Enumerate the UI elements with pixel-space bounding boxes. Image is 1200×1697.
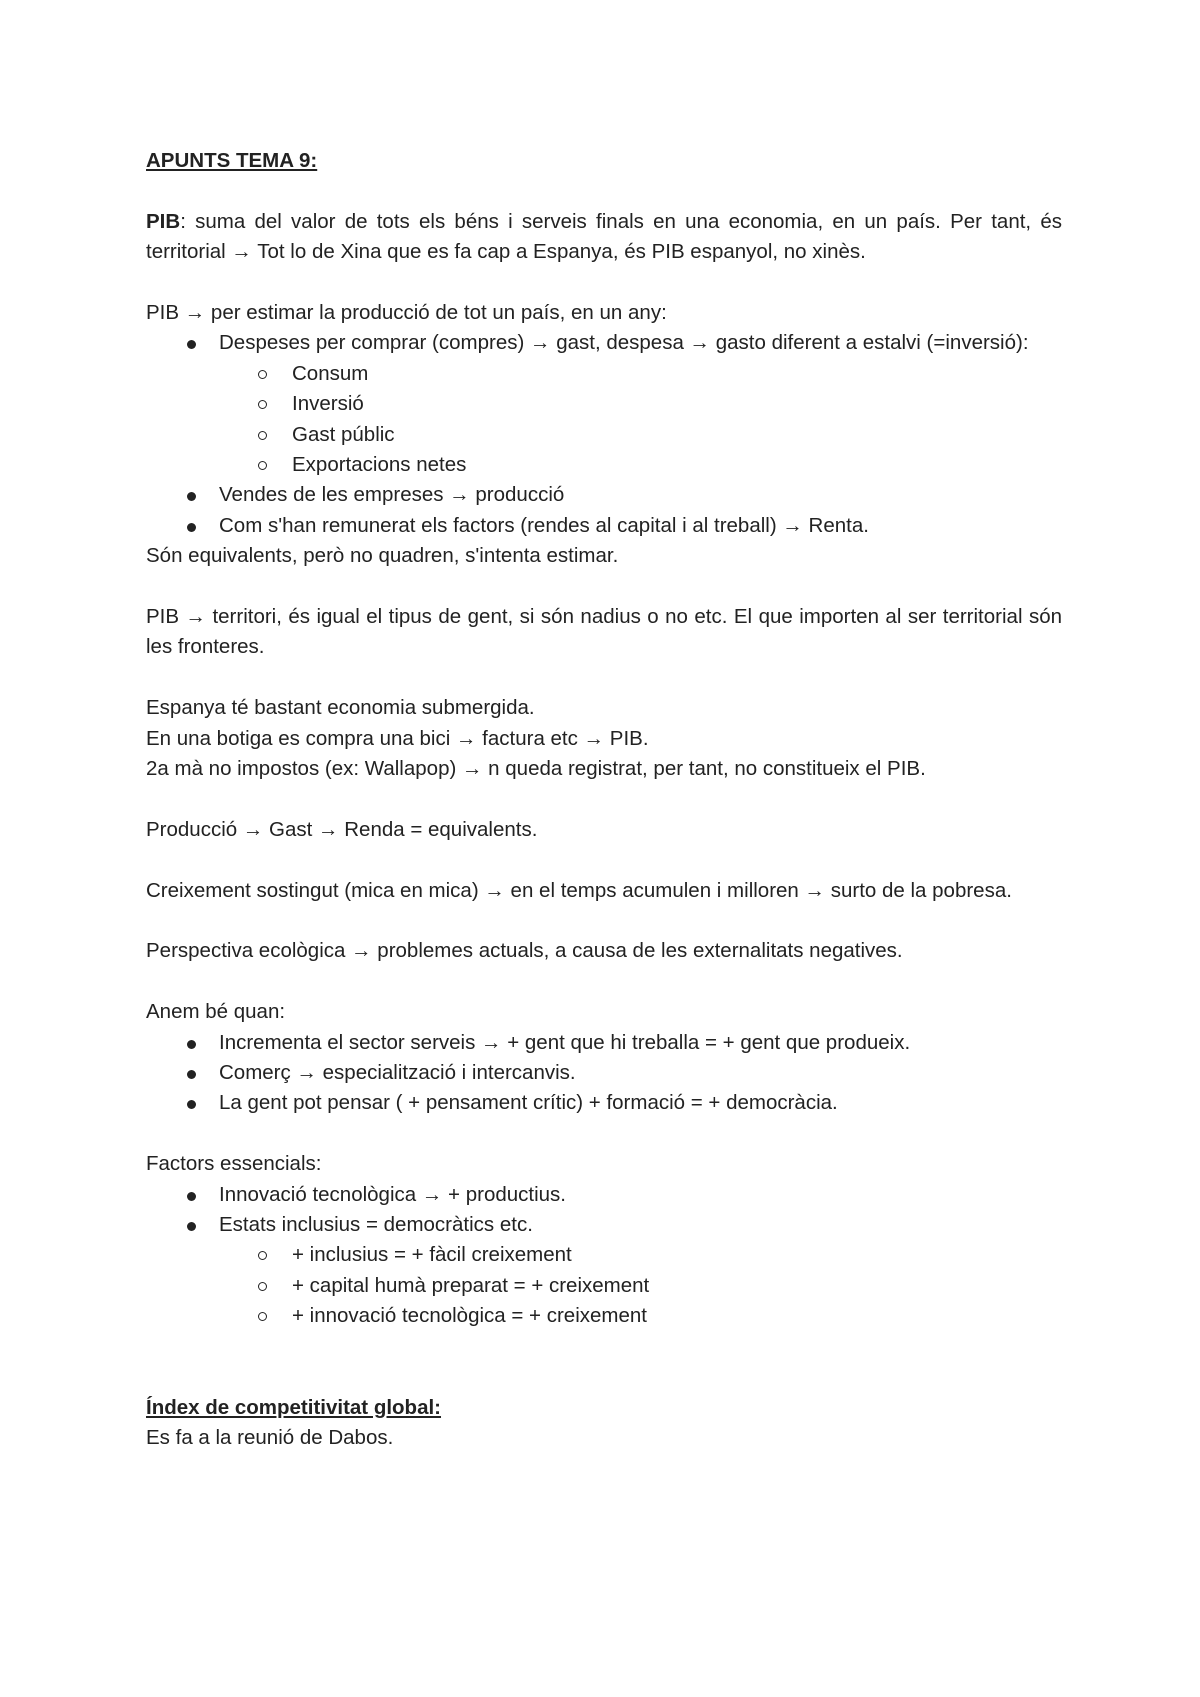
bullet-icon bbox=[187, 1070, 196, 1079]
submerged-line: Espanya té bastant economia submergida. bbox=[146, 696, 535, 720]
list-item bbox=[219, 389, 1062, 419]
list-item-text: + inclusius = + fàcil creixement bbox=[292, 1243, 572, 1267]
list-item-text: Consum bbox=[292, 361, 369, 385]
list-item bbox=[146, 511, 1062, 541]
bullet-icon bbox=[187, 340, 196, 349]
ecology-line: Perspectiva ecològica → problemes actuals, a causa de les externalitats negatives. bbox=[146, 939, 903, 963]
list-item bbox=[219, 420, 1062, 450]
bullet-icon bbox=[187, 1222, 196, 1231]
list-item-text: Vendes de les empreses → producció bbox=[219, 483, 565, 507]
circle-bullet-icon bbox=[258, 461, 267, 470]
list-item-text: Gast públic bbox=[292, 422, 395, 446]
pib-definition bbox=[146, 207, 1062, 268]
good-intro: Anem bé quan: bbox=[146, 1000, 286, 1024]
equivalence-line: Producció → Gast → Renda = equivalents. bbox=[146, 817, 538, 841]
list-item bbox=[219, 1271, 1062, 1301]
factors-sublist bbox=[219, 1240, 1062, 1331]
list-item bbox=[146, 1028, 1062, 1058]
estimate-list bbox=[146, 328, 1062, 541]
pib-estimate-intro: PIB → per estimar la producció de tot un país, en un any: bbox=[146, 301, 667, 324]
doc-title: APUNTS TEMA 9: bbox=[146, 149, 318, 172]
bullet-icon bbox=[187, 1100, 196, 1109]
list-item bbox=[146, 1088, 1062, 1118]
circle-bullet-icon bbox=[258, 400, 267, 409]
circle-bullet-icon bbox=[258, 1282, 267, 1291]
circle-bullet-icon bbox=[258, 431, 267, 440]
pib-definition-text: : suma del valor de tots els béns i serveis finals en una economia, en un país. Per tant, és territorial → Tot lo de Xina que es fa cap a Espanya, és PIB espanyol, no xinès. bbox=[146, 209, 1062, 264]
pib-term: PIB bbox=[146, 209, 181, 233]
list-item-text: Inversió bbox=[292, 392, 364, 416]
equivalents-line: Són equivalents, però no quadren, s'intenta estimar. bbox=[146, 544, 619, 568]
list-item bbox=[219, 1240, 1062, 1270]
circle-bullet-icon bbox=[258, 1251, 267, 1260]
factors-list bbox=[146, 1180, 1062, 1332]
list-item-text: La gent pot pensar ( + pensament crític) + formació = + democràcia. bbox=[219, 1091, 838, 1115]
list-item-text: + innovació tecnològica = + creixement bbox=[292, 1304, 647, 1328]
spending-sublist bbox=[219, 359, 1062, 481]
submerged-line: 2a mà no impostos (ex: Wallapop) → n queda registrat, per tant, no constitueix el PIB. bbox=[146, 757, 926, 781]
factors-intro: Factors essencials: bbox=[146, 1152, 322, 1176]
section-title: Índex de competitivitat global: bbox=[146, 1395, 442, 1419]
list-item bbox=[146, 1058, 1062, 1088]
list-item-text: Estats inclusius = democràtics etc. bbox=[219, 1213, 533, 1237]
section-line: Es fa a la reunió de Dabos. bbox=[146, 1425, 394, 1449]
list-item bbox=[146, 1210, 1062, 1332]
document-page bbox=[146, 146, 1062, 1453]
growth-paragraph: Creixement sostingut (mica en mica) → en el temps acumulen i milloren → surto de la pobresa. bbox=[146, 878, 1012, 902]
list-item-text: Despeses per comprar (compres) → gast, despesa → gasto diferent a estalvi (=inversió): bbox=[219, 331, 1029, 355]
list-item-text: Incrementa el sector serveis → + gent que hi treballa = + gent que produeix. bbox=[219, 1030, 911, 1054]
list-item bbox=[219, 450, 1062, 480]
list-item bbox=[219, 359, 1062, 389]
list-item-text: Innovació tecnològica → + productius. bbox=[219, 1182, 566, 1206]
bullet-icon bbox=[187, 1040, 196, 1049]
list-item-text: Com s'han remunerat els factors (rendes al capital i al treball) → Renta. bbox=[219, 513, 869, 537]
list-item-text: Comerç → especialització i intercanvis. bbox=[219, 1061, 576, 1085]
territory-paragraph: PIB → territori, és igual el tipus de gent, si són nadius o no etc. El que importen al ser territorial són les fronteres. bbox=[146, 605, 1062, 659]
circle-bullet-icon bbox=[258, 370, 267, 379]
list-item bbox=[146, 1180, 1062, 1210]
circle-bullet-icon bbox=[258, 1312, 267, 1321]
list-item bbox=[146, 328, 1062, 480]
bullet-icon bbox=[187, 492, 196, 501]
submerged-line: En una botiga es compra una bici → factura etc → PIB. bbox=[146, 726, 649, 750]
good-list bbox=[146, 1028, 1062, 1119]
bullet-icon bbox=[187, 1192, 196, 1201]
list-item bbox=[219, 1301, 1062, 1331]
bullet-icon bbox=[187, 523, 196, 532]
list-item-text: + capital humà preparat = + creixement bbox=[292, 1273, 650, 1297]
list-item bbox=[146, 480, 1062, 510]
list-item-text: Exportacions netes bbox=[292, 453, 467, 477]
